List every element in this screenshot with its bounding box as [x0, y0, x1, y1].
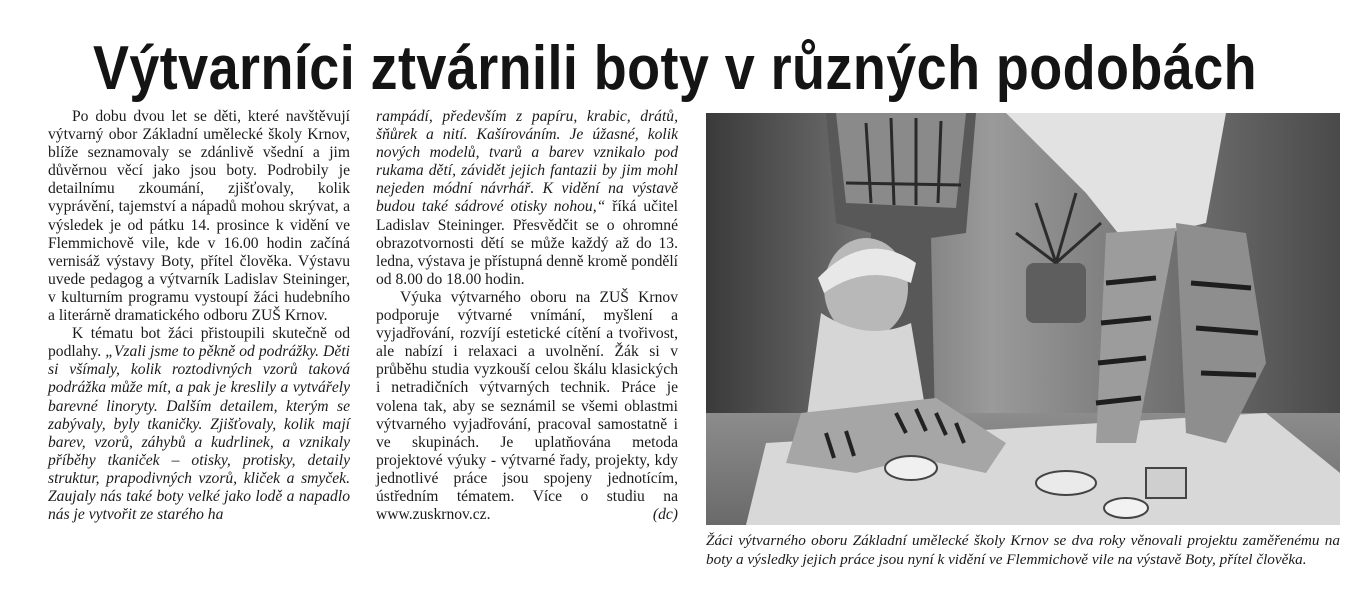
paragraph-text: Výuka výtvarného oboru na ZUŠ Krnov podporuje výtvarné vnímání, myšlení a vyjadřování, rozvíjí estetické cítění a tvořivost, ale nabízí i relaxaci a uvolnění. Žák si v průběhu studia vyzkouší celou škálu klasických i netradičních výtvarných technik. Práce je volena tak, aby se seznámil se všemi oblastmi výtvarného vyjadřování, pracoval samostatně i ve skupinách. Je uplatňována metoda projektové výuky - výtvarné řady, projekty, kdy jednotlivé práce jsou spojeny jednotícím, ústředním tématem. Více o studiu na www.zuskrnov.cz. — [376, 288, 678, 524]
quote: „Vzali jsme to pěkně od podrážky. Děti si všímaly, kolik roztodivných vzorů taková podrážka může mít, a pak je kreslily a vytvářely barevné linoryty. Dalším detailem, kterým se zabývaly, byly tkaničky. Zjišťovaly, kolik mají barev, vzorů, záhybů a kudrlinek, a vznikaly příběhy tkaniček – otisky, protisky, detaily struktur, prapodivných vzorů, kliček a smyček. Zaujaly nás také boty velké jako lodě a napadlo nás je vytvořit ze starého ha — [48, 343, 350, 524]
quote: rampádí, především z papíru, krabic, drátů, šňůrek a nití. Kašírováním. Je úžasné, kolik nových modelů, tvarů a barev vznikalo pod rukama dětí, závidět jejich fantazii by jim mohl nejeden módní návrhář. K vidění na výstavě budou také sádrové otisky nohou,“ — [376, 108, 678, 216]
paragraph — [376, 108, 678, 289]
article-column-2 — [376, 108, 678, 524]
author-signature: (dc) — [652, 506, 678, 524]
paragraph — [48, 325, 350, 524]
photo-illustration — [706, 113, 1340, 525]
paragraph — [376, 289, 678, 524]
article-column-1 — [48, 108, 350, 524]
photo-caption: Žáci výtvarného oboru Základní umělecké školy Krnov se dva roky věnovali projektu zaměřenému na boty a výsledky jejich práce jsou nyní k vidění ve Flemmichově vile na výstavě Boty, přítel člověka. — [706, 532, 1340, 568]
article-headline: Výtvarníci ztvárnili boty v různých podobách — [92, 34, 1258, 103]
paragraph-rest: říká učitel Ladislav Steininger. Přesvědčit se o ohromné obrazotvornosti dětí se může každý až do 13. ledna, výstava je přístupná denně kromě pondělí od 8.00 do 18.00 hodin. — [376, 198, 678, 288]
paragraph: Po dobu dvou let se děti, které navštěvují výtvarný obor Základní umělecké školy Krnov, blíže seznamovaly se zdánlivě všední a jim důvěrnou věcí jako jsou boty. Podrobily je detailnímu zkoumání, zjišťovaly, kolik vyprávění, tajemství a nápadů mohou skrývat, a výsledek je od pátku 14. prosince k vidění ve Flemmichově vile, kde v 16.00 hodin začíná vernisáž výstavy Boty, přítel člověka. Výstavu uvede pedagog a výtvarník Ladislav Steininger, v kulturním programu vystoupí žáci hudebního a literárně dramatického odboru ZUŠ Krnov. — [48, 108, 350, 325]
paragraph-intro: K tématu bot žáci přistoupili skutečně od podlahy. — [48, 325, 350, 361]
article-photo — [706, 113, 1340, 525]
